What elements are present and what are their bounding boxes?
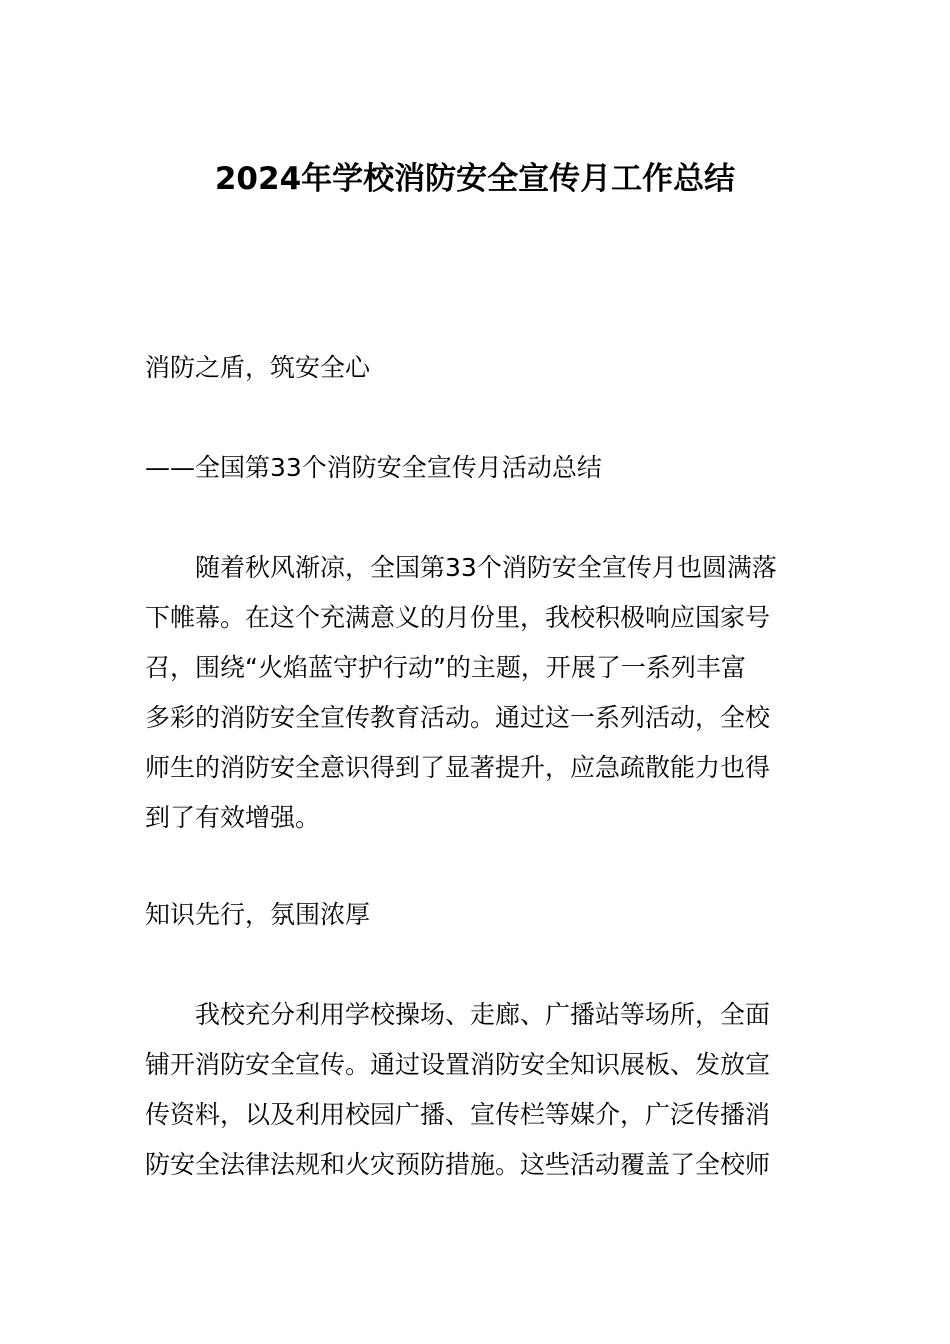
- paragraph-intro: [145, 543, 810, 843]
- paragraph-line: 召，围绕“火焰蓝守护行动”的主题，开展了一系列丰富: [145, 653, 746, 682]
- paragraph-knowledge: [145, 990, 810, 1190]
- paragraph-line: 下帷幕。在这个充满意义的月份里，我校积极响应国家号: [145, 603, 771, 632]
- section-heading-knowledge: 知识先行，氛围浓厚: [145, 900, 371, 929]
- document-subheading: ——全国第33个消防安全宣传月活动总结: [145, 453, 602, 482]
- paragraph-line: 铺开消防安全宣传。通过设置消防安全知识展板、发放宣: [145, 1050, 771, 1079]
- paragraph-line: 师生的消防安全意识得到了显著提升，应急疏散能力也得: [145, 753, 771, 782]
- document-title: 2024年学校消防安全宣传月工作总结: [214, 161, 736, 197]
- paragraph-line: 防安全法律法规和火灾预防措施。这些活动覆盖了全校师: [145, 1150, 771, 1179]
- paragraph-line: 多彩的消防安全宣传教育活动。通过这一系列活动，全校: [145, 703, 771, 732]
- paragraph-line: 我校充分利用学校操场、走廊、广播站等场所，全面: [195, 1000, 771, 1029]
- paragraph-line: 到了有效增强。: [145, 803, 321, 832]
- paragraph-line: 传资料，以及利用校园广播、宣传栏等媒介，广泛传播消: [145, 1100, 771, 1129]
- paragraph-line: 随着秋风渐凉，全国第33个消防安全宣传月也圆满落: [195, 553, 777, 582]
- section-heading-shield: 消防之盾，筑安全心: [145, 353, 371, 382]
